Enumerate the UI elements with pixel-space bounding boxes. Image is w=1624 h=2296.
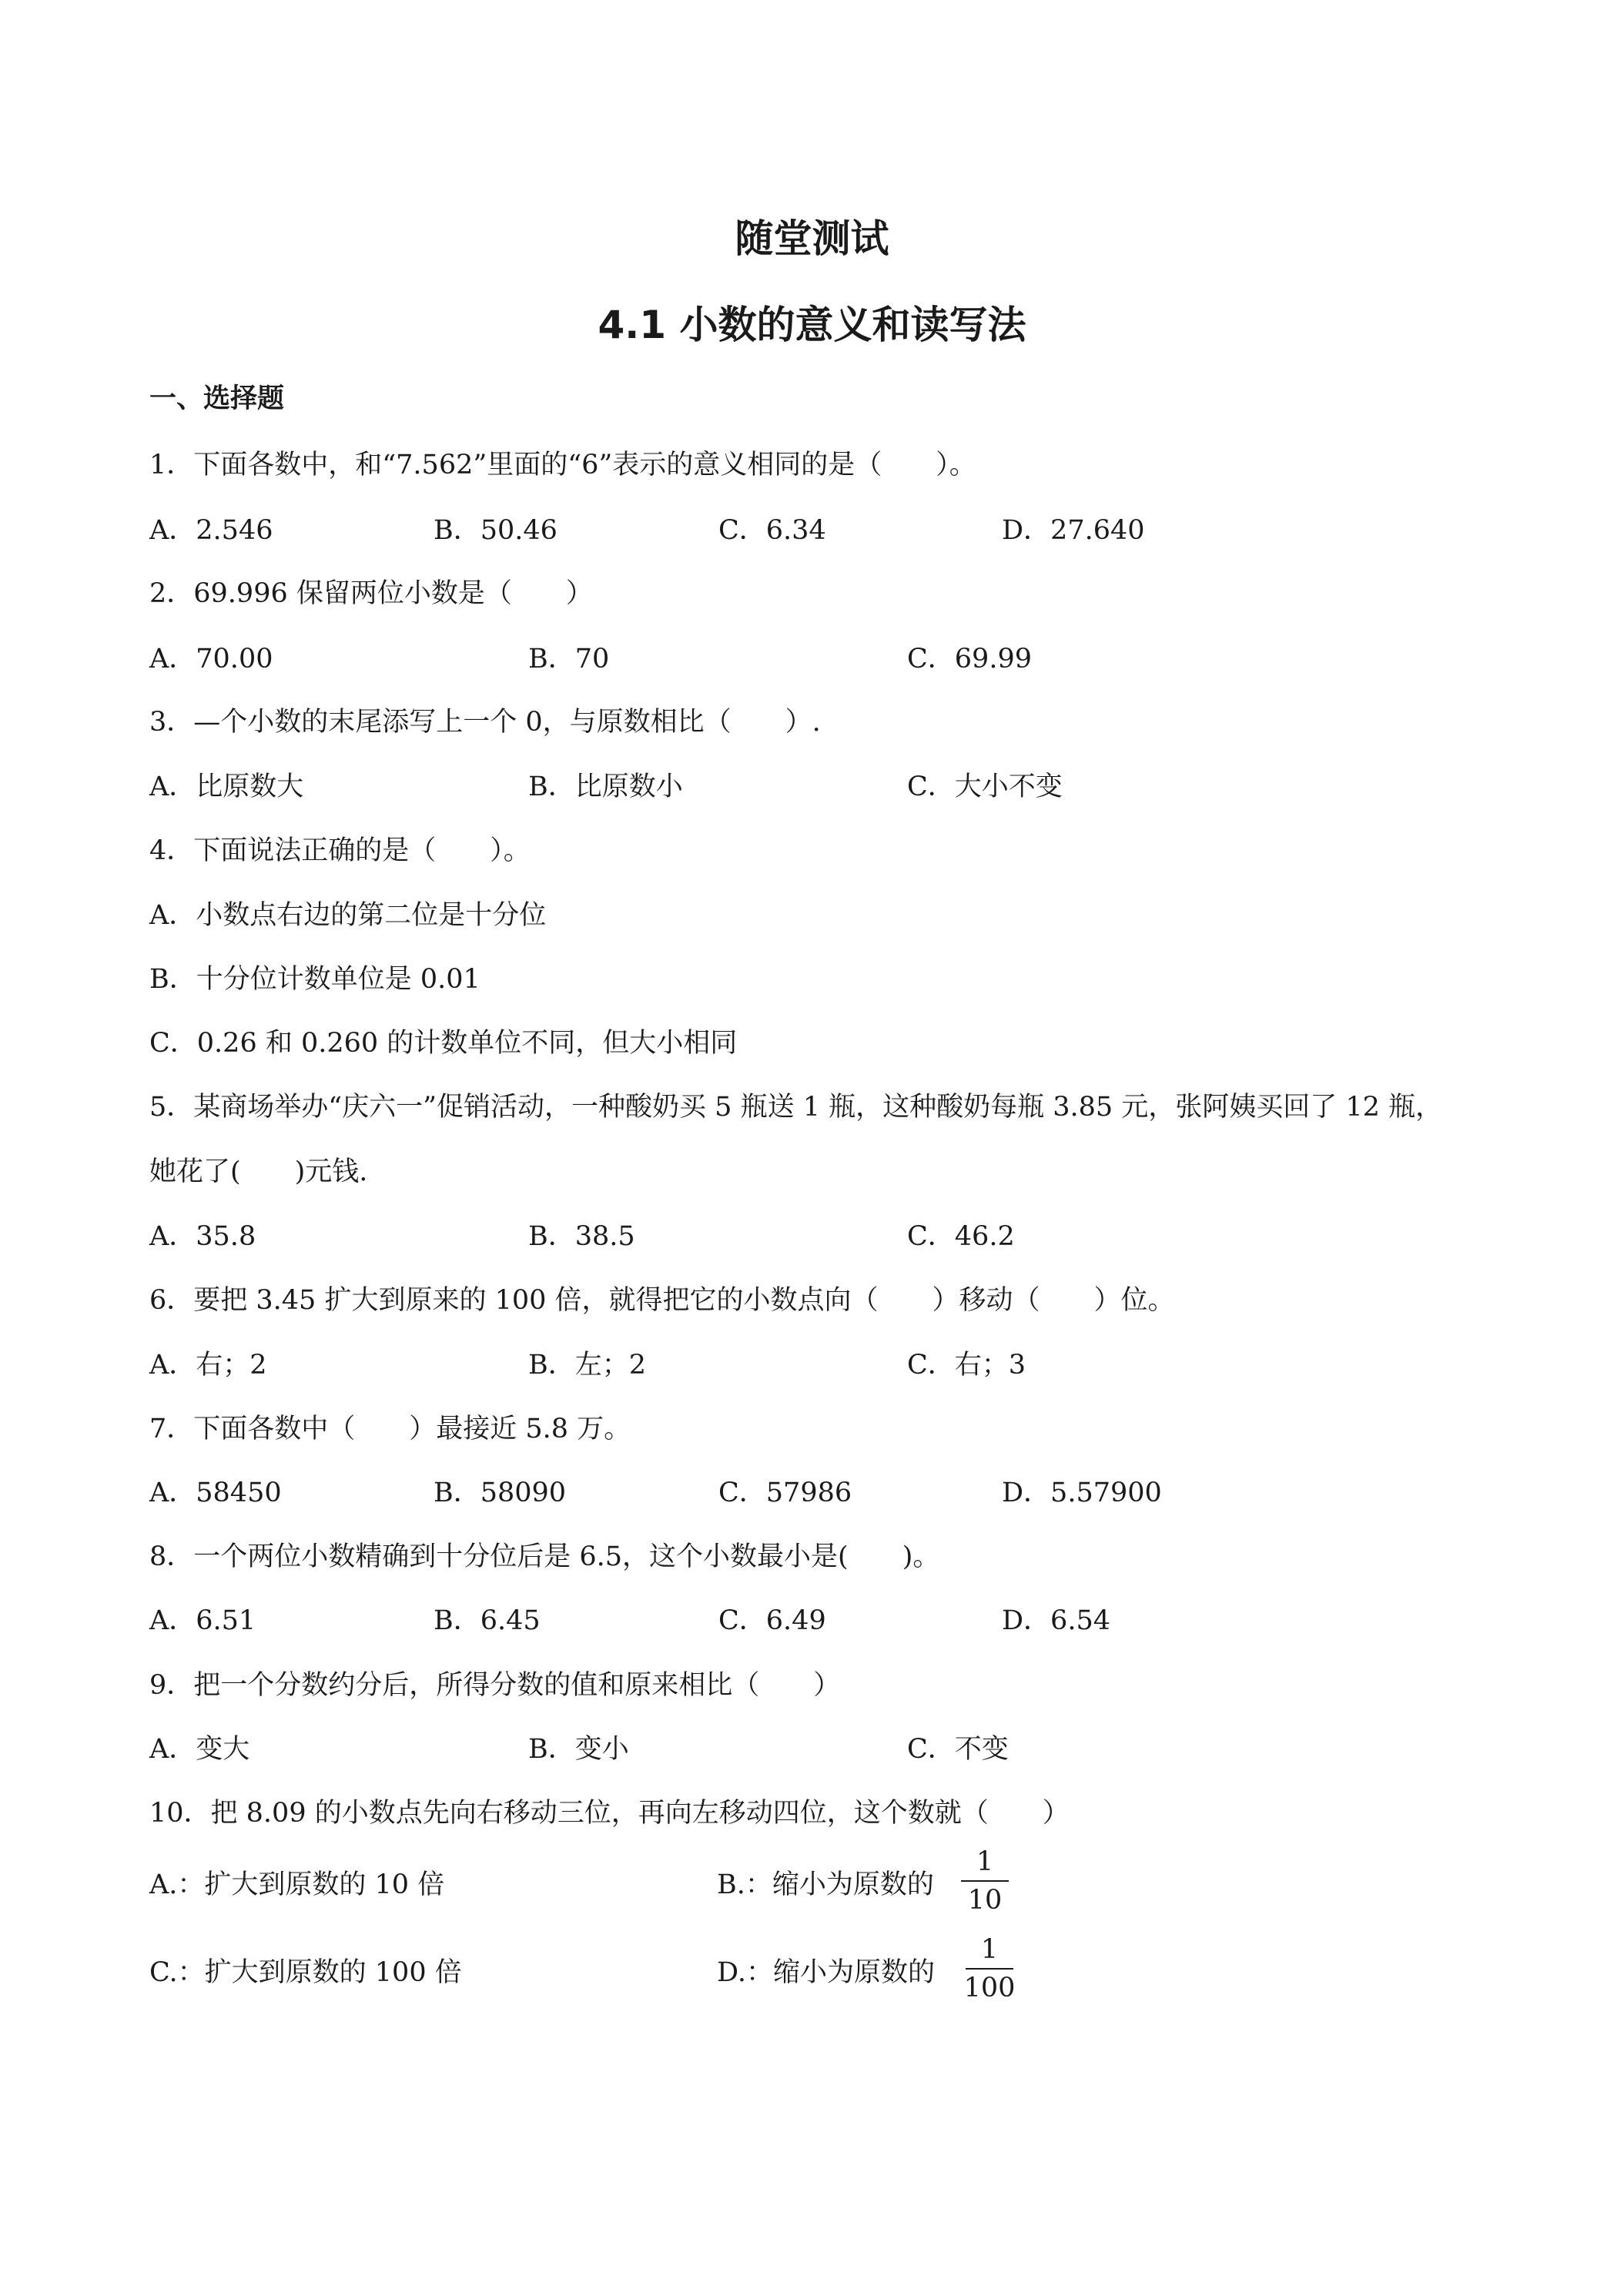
question-7: 7．下面各数中（ ）最接近 5.8 万。 bbox=[149, 1414, 631, 1444]
q4-option-c[interactable]: C．0.26 和 0.260 的计数单位不同，但大小相同 bbox=[149, 1028, 738, 1059]
q9-option-c[interactable]: C．不变 bbox=[907, 1734, 1009, 1765]
fraction-numerator: 1 bbox=[976, 1846, 994, 1877]
question-2: 2．69.996 保留两位小数是（ ） bbox=[149, 578, 593, 609]
q10-option-b-fraction bbox=[958, 1846, 1012, 1916]
q7-option-d[interactable]: D．5.57900 bbox=[1002, 1478, 1162, 1508]
fraction-denominator: 10 bbox=[967, 1885, 1003, 1916]
q8-option-b[interactable]: B．6.45 bbox=[434, 1605, 541, 1636]
q1-option-c[interactable]: C．6.34 bbox=[718, 515, 826, 546]
question-5: 5．某商场举办“庆六一”促销活动，一种酸奶买 5 瓶送 1 瓶，这种酸奶每瓶 3.85 元，张阿姨买回了 12 瓶， bbox=[149, 1092, 1443, 1123]
question-10: 10．把 8.09 的小数点先向右移动三位，再向左移动四位，这个数就（ ） bbox=[149, 1798, 1070, 1829]
q3-option-b[interactable]: B．比原数小 bbox=[528, 771, 683, 802]
q4-option-b[interactable]: B．十分位计数单位是 0.01 bbox=[149, 964, 481, 995]
q9-option-a[interactable]: A．变大 bbox=[149, 1734, 250, 1765]
q5-option-c[interactable]: C．46.2 bbox=[907, 1221, 1015, 1252]
q3-option-a[interactable]: A．比原数大 bbox=[149, 771, 304, 802]
q3-option-c[interactable]: C．大小不变 bbox=[907, 771, 1063, 802]
fraction-bar bbox=[961, 1880, 1009, 1882]
question-1: 1．下面各数中，和“7.562”里面的“6”表示的意义相同的是（ ）。 bbox=[149, 450, 976, 480]
q7-option-c[interactable]: C．57986 bbox=[718, 1478, 852, 1508]
fraction-numerator: 1 bbox=[980, 1934, 999, 1965]
question-8: 8．一个两位小数精确到十分位后是 6.5，这个小数最小是( )。 bbox=[149, 1541, 940, 1572]
q8-option-c[interactable]: C．6.49 bbox=[718, 1605, 826, 1636]
q2-option-c[interactable]: C．69.99 bbox=[907, 644, 1032, 674]
question-9: 9．把一个分数约分后，所得分数的值和原来相比（ ） bbox=[149, 1670, 841, 1701]
q10-option-c[interactable]: C.：扩大到原数的 100 倍 bbox=[149, 1957, 462, 1988]
fraction-denominator: 100 bbox=[963, 1973, 1016, 2003]
q2-option-a[interactable]: A．70.00 bbox=[149, 644, 273, 674]
page-title: 随堂测试 bbox=[735, 216, 889, 261]
q2-option-b[interactable]: B．70 bbox=[528, 644, 610, 674]
q1-option-a[interactable]: A．2.546 bbox=[149, 515, 273, 546]
page-subtitle: 4.1 小数的意义和读写法 bbox=[598, 303, 1026, 347]
q10-option-d[interactable]: D.：缩小为原数的 bbox=[717, 1957, 935, 1988]
question-6: 6．要把 3.45 扩大到原来的 100 倍，就得把它的小数点向（ ）移动（ ）位。 bbox=[149, 1285, 1175, 1316]
q10-option-a[interactable]: A.：扩大到原数的 10 倍 bbox=[149, 1869, 445, 1900]
section-heading: 一、选择题 bbox=[149, 383, 285, 414]
q6-option-b[interactable]: B．左；2 bbox=[528, 1350, 646, 1381]
q10-option-b[interactable]: B.：缩小为原数的 bbox=[717, 1869, 934, 1900]
question-5-continued: 她花了( )元钱. bbox=[149, 1156, 368, 1187]
fraction-bar bbox=[966, 1968, 1013, 1970]
q4-option-a[interactable]: A．小数点右边的第二位是十分位 bbox=[149, 900, 547, 931]
q7-option-b[interactable]: B．58090 bbox=[434, 1478, 567, 1508]
q9-option-b[interactable]: B．变小 bbox=[528, 1734, 629, 1765]
q1-option-d[interactable]: D．27.640 bbox=[1002, 515, 1145, 546]
q6-option-a[interactable]: A．右；2 bbox=[149, 1350, 267, 1381]
q6-option-c[interactable]: C．右；3 bbox=[907, 1350, 1026, 1381]
question-4: 4．下面说法正确的是（ ）。 bbox=[149, 835, 531, 866]
question-3: 3．—个小数的末尾添写上一个 0，与原数相比（ ）. bbox=[149, 707, 821, 738]
q7-option-a[interactable]: A．58450 bbox=[149, 1478, 282, 1508]
q10-option-d-fraction bbox=[963, 1934, 1016, 2003]
q1-option-b[interactable]: B．50.46 bbox=[434, 515, 558, 546]
q5-option-a[interactable]: A．35.8 bbox=[149, 1221, 256, 1252]
q8-option-d[interactable]: D．6.54 bbox=[1002, 1605, 1110, 1636]
q5-option-b[interactable]: B．38.5 bbox=[528, 1221, 635, 1252]
q8-option-a[interactable]: A．6.51 bbox=[149, 1605, 256, 1636]
